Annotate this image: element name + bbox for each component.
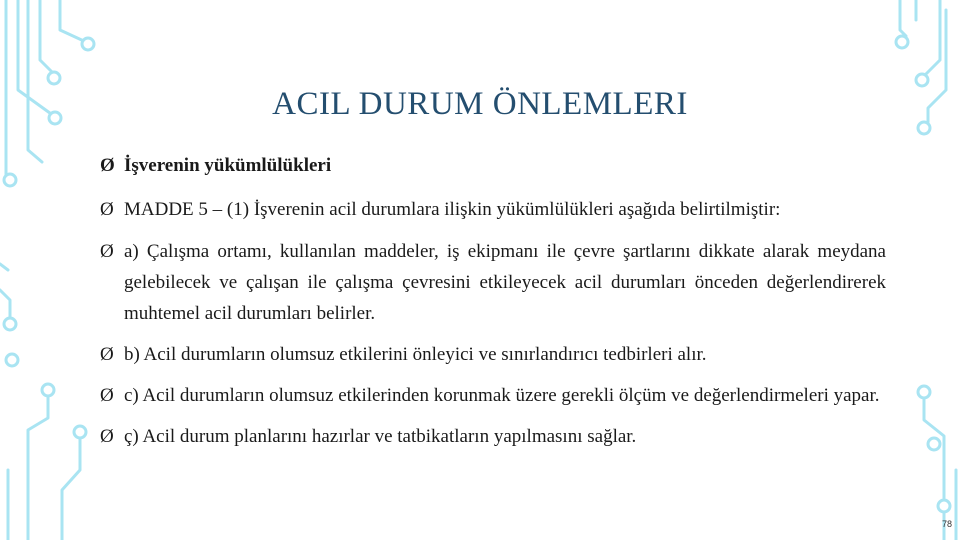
- bullet-arrow-icon: Ø: [100, 199, 114, 220]
- bullet-text: b) Acil durumların olumsuz etkilerini önleyici ve sınırlandırıcı tedbirleri alır.: [124, 344, 707, 365]
- page-number: 78: [941, 519, 952, 529]
- bullet-item: [100, 150, 886, 181]
- bullet-arrow-icon: Ø: [100, 426, 114, 447]
- bullet-arrow-icon: Ø: [100, 344, 114, 365]
- bullet-text: MADDE 5 – (1) İşverenin acil durumlara ilişkin yükümlülükleri aşağıda belirtilmiştir:: [124, 199, 781, 220]
- bullet-arrow-icon: Ø: [100, 385, 114, 406]
- bullet-text: c) Acil durumların olumsuz etkilerinden korunmak üzere gerekli ölçüm ve değerlendirmeleri yapar.: [124, 385, 880, 406]
- bullet-text: ç) Acil durum planlarını hazırlar ve tatbikatların yapılmasını sağlar.: [124, 426, 637, 447]
- bullet-arrow-icon: Ø: [100, 241, 114, 262]
- bullet-item: [100, 380, 886, 411]
- bullet-text: a) Çalışma ortamı, kullanılan maddeler, iş ekipmanı ile çevre şartlarını dikkate alarak meydana gelebilecek ve çalışan ile çalışma çevresini etkileyecek acil durumları önceden değerlendirerek muhtemel acil durumları belirler.: [124, 241, 886, 324]
- slide-title: ACIL DURUM ÖNLEMLERI: [272, 86, 688, 122]
- bullet-item: [100, 236, 886, 329]
- bullet-arrow-icon: Ø: [100, 155, 115, 176]
- bullet-text: İşverenin yükümlülükleri: [124, 155, 332, 176]
- bullet-item: [100, 421, 886, 452]
- bullet-list: [100, 150, 886, 452]
- bullet-item: [100, 339, 886, 370]
- bullet-item: [100, 194, 886, 225]
